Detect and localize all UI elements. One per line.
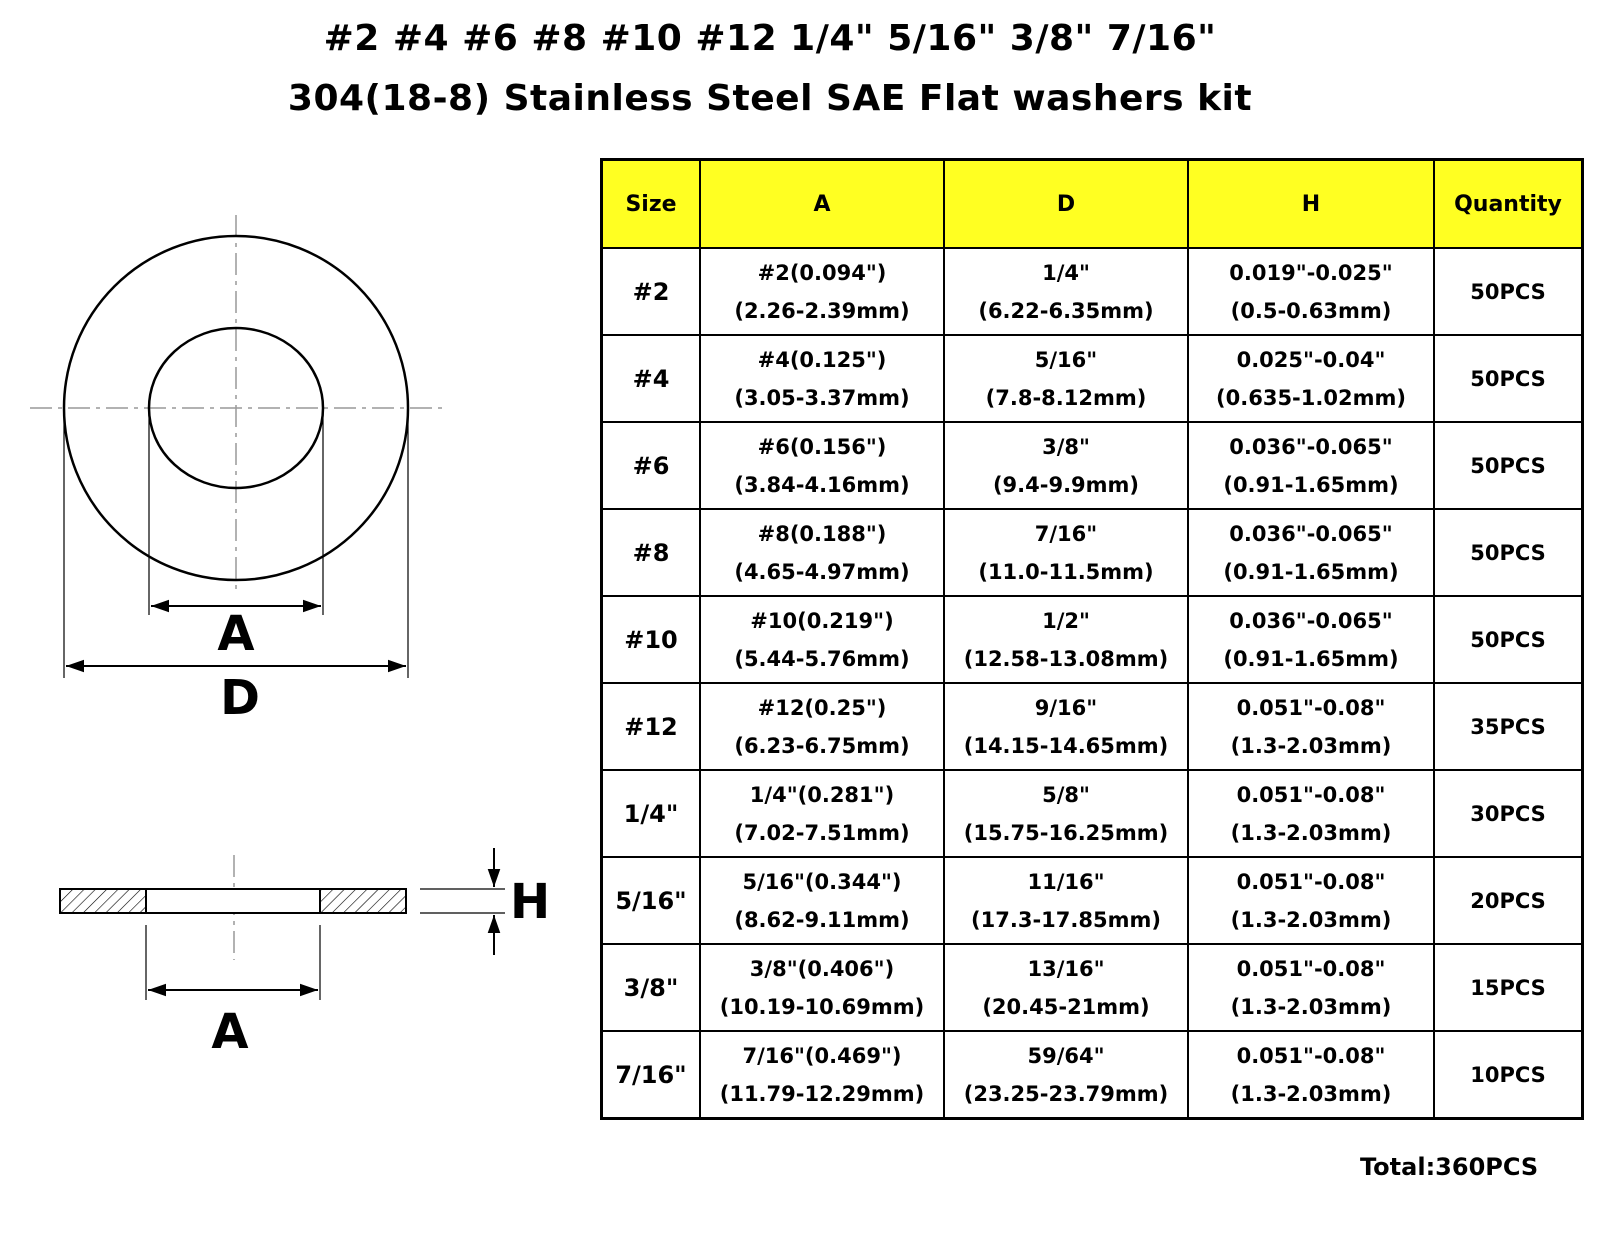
cell-a-mm: (2.26-2.39mm)	[734, 298, 910, 323]
table-row	[602, 857, 1583, 944]
cell-a	[700, 1031, 944, 1119]
header-quantity: Quantity	[1434, 160, 1583, 249]
header-d: D	[944, 160, 1188, 249]
cell-d	[944, 509, 1188, 596]
dimension-h-label: H	[510, 874, 551, 930]
cell-h-inch: 0.036"-0.065"	[1229, 608, 1393, 633]
table-row	[602, 335, 1583, 422]
cell-h-mm: (1.3-2.03mm)	[1230, 907, 1392, 932]
total-quantity: Total:360PCS	[1360, 1153, 1539, 1181]
cell-d-inch: 1/4"	[1042, 260, 1090, 285]
washer-section-right	[320, 889, 406, 913]
table-header-row	[602, 160, 1583, 249]
cell-d	[944, 1031, 1188, 1119]
cell-h	[1188, 509, 1434, 596]
cell-quantity: 10PCS	[1434, 1031, 1583, 1119]
cell-d-mm: (20.45-21mm)	[982, 994, 1150, 1019]
cell-a	[700, 335, 944, 422]
cell-h-mm: (1.3-2.03mm)	[1230, 1081, 1392, 1106]
cell-a-inch: #8(0.188")	[757, 521, 887, 546]
cell-h	[1188, 596, 1434, 683]
cell-a-mm: (8.62-9.11mm)	[734, 907, 910, 932]
cell-d	[944, 770, 1188, 857]
table-row	[602, 770, 1583, 857]
cell-d-inch: 3/8"	[1042, 434, 1090, 459]
cell-quantity: 50PCS	[1434, 596, 1583, 683]
cell-d-inch: 59/64"	[1027, 1043, 1105, 1068]
table-row	[602, 509, 1583, 596]
washer-section-left	[60, 889, 146, 913]
dimension-a-label: A	[217, 606, 255, 662]
cell-d-mm: (12.58-13.08mm)	[963, 646, 1169, 671]
side-dimension-a-label: A	[211, 1004, 249, 1050]
cell-h	[1188, 248, 1434, 335]
cell-a	[700, 509, 944, 596]
cell-d-inch: 9/16"	[1034, 695, 1098, 720]
cell-d	[944, 422, 1188, 509]
cell-size: 7/16"	[602, 1031, 701, 1119]
cell-d-mm: (7.8-8.12mm)	[985, 385, 1147, 410]
cell-a-mm: (10.19-10.69mm)	[719, 994, 925, 1019]
cell-quantity: 20PCS	[1434, 857, 1583, 944]
table-row	[602, 683, 1583, 770]
cell-a-inch: 3/8"(0.406")	[749, 956, 895, 981]
cell-h-mm: (0.5-0.63mm)	[1230, 298, 1392, 323]
cell-a-inch: #6(0.156")	[757, 434, 887, 459]
cell-h-mm: (0.91-1.65mm)	[1223, 646, 1399, 671]
cell-a-mm: (7.02-7.51mm)	[734, 820, 910, 845]
cell-quantity: 35PCS	[1434, 683, 1583, 770]
cell-a-inch: #12(0.25")	[757, 695, 887, 720]
cell-a-inch: #10(0.219")	[750, 608, 894, 633]
cell-a	[700, 857, 944, 944]
cell-h-inch: 0.051"-0.08"	[1236, 1043, 1386, 1068]
cell-d-mm: (15.75-16.25mm)	[963, 820, 1169, 845]
cell-a-mm: (4.65-4.97mm)	[734, 559, 910, 584]
cell-h	[1188, 683, 1434, 770]
cell-a-mm: (3.05-3.37mm)	[734, 385, 910, 410]
cell-h-mm: (0.635-1.02mm)	[1216, 385, 1406, 410]
cell-h	[1188, 335, 1434, 422]
cell-size: #2	[602, 248, 701, 335]
cell-h	[1188, 770, 1434, 857]
cell-size: #12	[602, 683, 701, 770]
cell-h-mm: (1.3-2.03mm)	[1230, 994, 1392, 1019]
title-line-product: 304(18-8) Stainless Steel SAE Flat washers kit	[287, 78, 1253, 119]
washer-spec-table	[600, 158, 1584, 1120]
cell-d-inch: 7/16"	[1034, 521, 1098, 546]
cell-h-inch: 0.051"-0.08"	[1236, 695, 1386, 720]
cell-d	[944, 683, 1188, 770]
cell-d-mm: (9.4-9.9mm)	[992, 472, 1140, 497]
header-h: H	[1188, 160, 1434, 249]
cell-d	[944, 596, 1188, 683]
cell-size: 5/16"	[602, 857, 701, 944]
cell-a-mm: (6.23-6.75mm)	[734, 733, 910, 758]
dimension-d-label: D	[220, 670, 260, 726]
table-row	[602, 1031, 1583, 1119]
washer-hole-gap	[146, 889, 320, 913]
cell-a-inch: #2(0.094")	[757, 260, 887, 285]
cell-a-inch: 5/16"(0.344")	[742, 869, 902, 894]
cell-h-inch: 0.036"-0.065"	[1229, 521, 1393, 546]
cell-h	[1188, 944, 1434, 1031]
table-row	[602, 248, 1583, 335]
cell-d-inch: 1/2"	[1042, 608, 1090, 633]
table-row	[602, 944, 1583, 1031]
cell-quantity: 50PCS	[1434, 509, 1583, 596]
cell-size: #6	[602, 422, 701, 509]
cell-h	[1188, 1031, 1434, 1119]
cell-h-inch: 0.019"-0.025"	[1229, 260, 1393, 285]
cell-a-mm: (11.79-12.29mm)	[719, 1081, 925, 1106]
cell-a	[700, 683, 944, 770]
cell-a-mm: (5.44-5.76mm)	[734, 646, 910, 671]
cell-h-inch: 0.036"-0.065"	[1229, 434, 1393, 459]
cell-a-inch: 1/4"(0.281")	[749, 782, 895, 807]
cell-d	[944, 944, 1188, 1031]
cell-d	[944, 335, 1188, 422]
table-row	[602, 422, 1583, 509]
cell-quantity: 50PCS	[1434, 422, 1583, 509]
cell-d-inch: 5/16"	[1034, 347, 1098, 372]
cell-a	[700, 248, 944, 335]
cell-quantity: 30PCS	[1434, 770, 1583, 857]
cell-h-inch: 0.051"-0.08"	[1236, 782, 1386, 807]
cell-h-mm: (0.91-1.65mm)	[1223, 559, 1399, 584]
cell-a	[700, 770, 944, 857]
cell-size: #10	[602, 596, 701, 683]
cell-a-inch: #4(0.125")	[757, 347, 887, 372]
table-row	[602, 596, 1583, 683]
washer-side-view	[60, 848, 550, 1050]
cell-size: #8	[602, 509, 701, 596]
cell-h-inch: 0.051"-0.08"	[1236, 869, 1386, 894]
cell-size: 1/4"	[602, 770, 701, 857]
washer-dimension-diagram	[0, 150, 580, 1050]
cell-size: 3/8"	[602, 944, 701, 1031]
cell-d-inch: 13/16"	[1027, 956, 1105, 981]
cell-quantity: 50PCS	[1434, 248, 1583, 335]
cell-quantity: 15PCS	[1434, 944, 1583, 1031]
header-a: A	[700, 160, 944, 249]
cell-d-mm: (14.15-14.65mm)	[963, 733, 1169, 758]
cell-a-inch: 7/16"(0.469")	[742, 1043, 902, 1068]
cell-d-mm: (17.3-17.85mm)	[971, 907, 1161, 932]
cell-a	[700, 944, 944, 1031]
cell-d-mm: (23.25-23.79mm)	[963, 1081, 1169, 1106]
cell-a	[700, 422, 944, 509]
cell-h-mm: (1.3-2.03mm)	[1230, 820, 1392, 845]
cell-h	[1188, 857, 1434, 944]
cell-h-inch: 0.051"-0.08"	[1236, 956, 1386, 981]
cell-d-mm: (11.0-11.5mm)	[978, 559, 1154, 584]
cell-d-inch: 5/8"	[1042, 782, 1090, 807]
cell-a	[700, 596, 944, 683]
cell-a-mm: (3.84-4.16mm)	[734, 472, 910, 497]
cell-h-inch: 0.025"-0.04"	[1236, 347, 1386, 372]
cell-d-mm: (6.22-6.35mm)	[978, 298, 1154, 323]
cell-quantity: 50PCS	[1434, 335, 1583, 422]
cell-h-mm: (1.3-2.03mm)	[1230, 733, 1392, 758]
title-line-sizes: #2 #4 #6 #8 #10 #12 1/4" 5/16" 3/8" 7/16"	[323, 18, 1217, 59]
washer-top-view	[30, 215, 445, 726]
cell-d	[944, 857, 1188, 944]
cell-h-mm: (0.91-1.65mm)	[1223, 472, 1399, 497]
cell-size: #4	[602, 335, 701, 422]
cell-h	[1188, 422, 1434, 509]
header-size: Size	[602, 160, 701, 249]
cell-d	[944, 248, 1188, 335]
cell-d-inch: 11/16"	[1027, 869, 1105, 894]
